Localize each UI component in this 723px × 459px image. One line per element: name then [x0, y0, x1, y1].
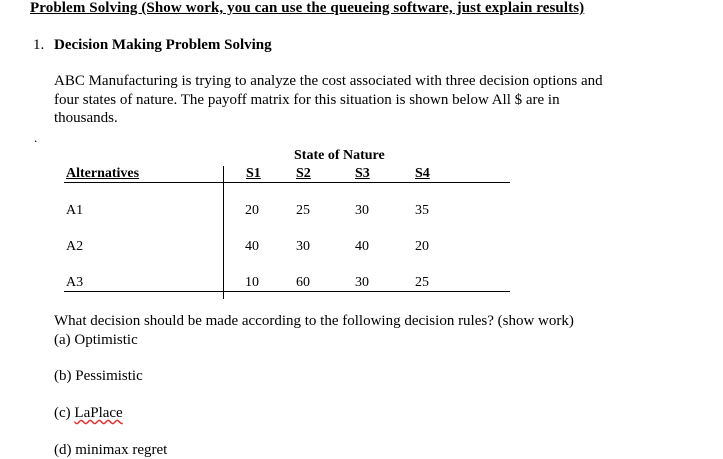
state-header-s3: S3 [355, 166, 370, 181]
row-a3-s2: 60 [296, 275, 310, 290]
state-header-s4: S4 [415, 166, 430, 181]
row-a1-s3: 30 [355, 203, 369, 218]
paragraph-line-1: ABC Manufacturing is trying to analyze the cost associated with three decision options and [54, 73, 603, 89]
row-a2-s4: 20 [415, 239, 429, 254]
row-a3-label: A3 [66, 275, 84, 290]
problem-number: 1. [33, 37, 45, 53]
bottom-rule [64, 291, 510, 292]
row-a2-label: A2 [66, 239, 84, 254]
row-a3-s3: 30 [355, 275, 369, 290]
rule-laplace [54, 405, 123, 422]
stray-mark: . [34, 130, 38, 145]
question-prompt: What decision should be made according to the following decision rules? (show work) [54, 313, 574, 329]
state-header-s1: S1 [246, 166, 261, 181]
state-header-s2: S2 [296, 166, 311, 181]
state-of-nature-header: State of Nature [294, 148, 385, 163]
problem-heading: Decision Making Problem Solving [54, 37, 272, 53]
rule-laplace-label: LaPlace [74, 405, 123, 421]
alternatives-divider [223, 166, 224, 299]
row-a1-s1: 20 [245, 203, 259, 218]
rule-optimistic: (a) Optimistic [54, 332, 138, 348]
row-a1-label: A1 [66, 203, 84, 218]
paragraph-line-3: thousands. [54, 110, 118, 126]
row-a2-s2: 30 [296, 239, 310, 254]
row-a2-s3: 40 [355, 239, 369, 254]
row-a1-s4: 35 [415, 203, 429, 218]
paragraph-line-2: four states of nature. The payoff matrix for this situation is shown below All $ are in [54, 92, 560, 108]
header-rule [64, 182, 510, 183]
rule-laplace-prefix: (c) [54, 405, 75, 421]
rule-minimax-regret: (d) minimax regret [54, 442, 168, 458]
page-title: Problem Solving (Show work, you can use the queueing software, just explain results) [30, 0, 585, 16]
rule-pessimistic: (b) Pessimistic [54, 368, 143, 384]
row-a3-s4: 25 [415, 275, 429, 290]
row-a2-s1: 40 [245, 239, 259, 254]
row-a3-s1: 10 [245, 275, 259, 290]
alternatives-header: Alternatives [66, 166, 140, 181]
row-a1-s2: 25 [296, 203, 310, 218]
